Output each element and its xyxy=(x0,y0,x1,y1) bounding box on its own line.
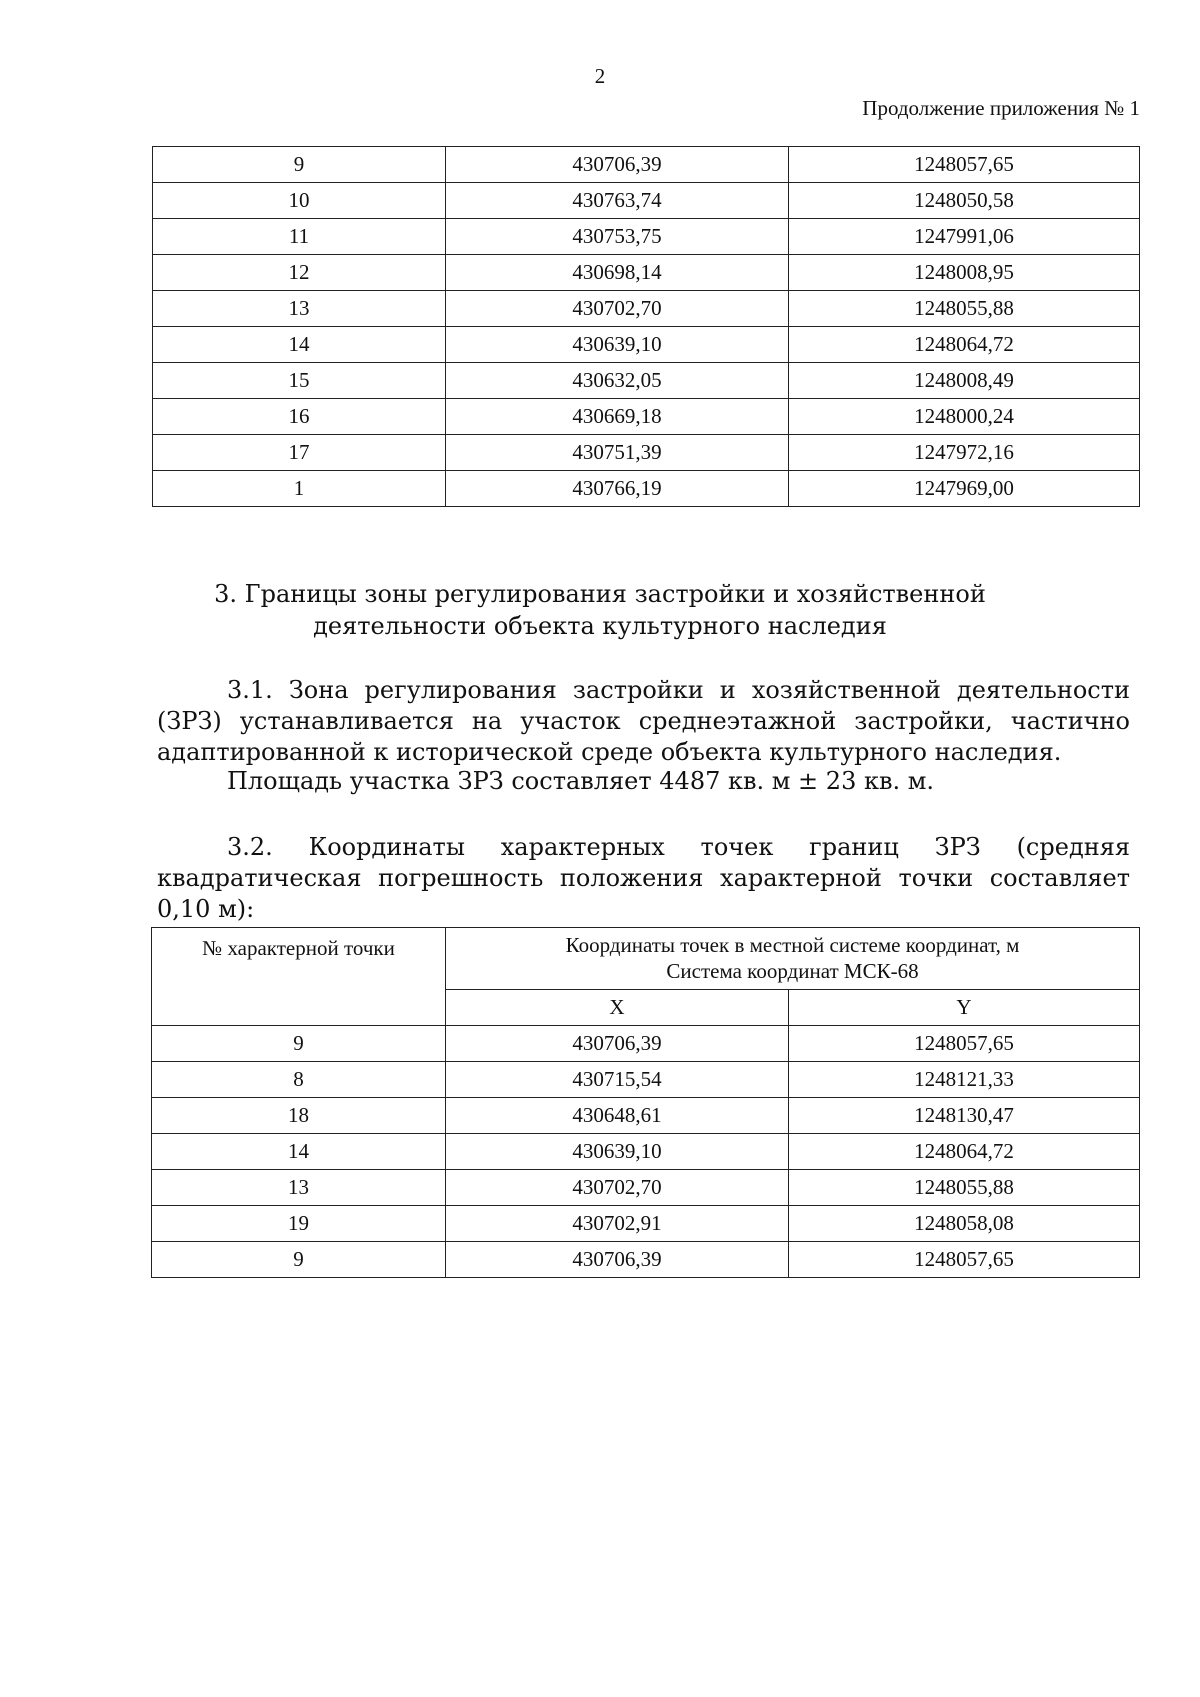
table-row xyxy=(153,471,1140,507)
zrz-table-body xyxy=(152,1026,1140,1278)
table-row xyxy=(153,255,1140,291)
x-coordinate-cell: 430706,39 xyxy=(446,147,789,183)
x-coordinate-cell: 430639,10 xyxy=(446,327,789,363)
table-row xyxy=(153,183,1140,219)
x-coordinate-cell: 430698,14 xyxy=(446,255,789,291)
x-coordinate-cell: 430766,19 xyxy=(446,471,789,507)
appendix-note: Продолжение приложения № 1 xyxy=(862,96,1140,120)
paragraph-3-2: 3.2. Координаты характерных точек границ ЗРЗ (средняя квадратическая погрешность положения характерной точки составляет 0,10 м): xyxy=(157,833,1130,923)
y-coordinate-cell: 1248064,72 xyxy=(789,1134,1140,1170)
header-x: X xyxy=(446,990,789,1026)
table-row xyxy=(153,147,1140,183)
point-number-cell: 9 xyxy=(153,147,446,183)
y-coordinate-cell: 1247969,00 xyxy=(789,471,1140,507)
y-coordinate-cell: 1248050,58 xyxy=(789,183,1140,219)
header-system-line2: Система координат МСК-68 xyxy=(666,959,919,983)
point-number-cell: 10 xyxy=(153,183,446,219)
y-coordinate-cell: 1248064,72 xyxy=(789,327,1140,363)
table-row xyxy=(152,1170,1140,1206)
section-heading-line2: деятельности объекта культурного наследия xyxy=(313,612,887,640)
point-number-cell: 8 xyxy=(152,1062,446,1098)
coordinates-table-continued xyxy=(152,146,1140,507)
point-number-cell: 18 xyxy=(152,1098,446,1134)
x-coordinate-cell: 430639,10 xyxy=(446,1134,789,1170)
x-coordinate-cell: 430706,39 xyxy=(446,1242,789,1278)
table-row xyxy=(153,435,1140,471)
table-row xyxy=(152,1098,1140,1134)
point-number-cell: 12 xyxy=(153,255,446,291)
point-number-cell: 14 xyxy=(152,1134,446,1170)
point-number-cell: 9 xyxy=(152,1026,446,1062)
table-row xyxy=(153,327,1140,363)
area-statement: Площадь участка ЗРЗ составляет 4487 кв. м ± 23 кв. м. xyxy=(227,767,935,795)
y-coordinate-cell: 1248055,88 xyxy=(789,291,1140,327)
x-coordinate-cell: 430715,54 xyxy=(446,1062,789,1098)
point-number-cell: 17 xyxy=(153,435,446,471)
zrz-table-header xyxy=(152,928,1140,1026)
coordinates-table-body xyxy=(153,147,1140,507)
y-coordinate-cell: 1247972,16 xyxy=(789,435,1140,471)
table-row xyxy=(152,1026,1140,1062)
point-number-cell: 13 xyxy=(153,291,446,327)
table-row xyxy=(152,1206,1140,1242)
point-number-cell: 15 xyxy=(153,363,446,399)
x-coordinate-cell: 430632,05 xyxy=(446,363,789,399)
table-row xyxy=(153,399,1140,435)
section-heading-line1: 3. Границы зоны регулирования застройки и хозяйственной xyxy=(214,580,986,608)
y-coordinate-cell: 1248057,65 xyxy=(789,1026,1140,1062)
table-row xyxy=(152,1134,1140,1170)
x-coordinate-cell: 430753,75 xyxy=(446,219,789,255)
x-coordinate-cell: 430702,70 xyxy=(446,1170,789,1206)
x-coordinate-cell: 430648,61 xyxy=(446,1098,789,1134)
y-coordinate-cell: 1248130,47 xyxy=(789,1098,1140,1134)
header-coordinate-system xyxy=(446,928,1140,990)
y-coordinate-cell: 1248008,95 xyxy=(789,255,1140,291)
paragraph-3-1: 3.1. Зона регулирования застройки и хозяйственной деятельности (ЗРЗ) устанавливается на участок среднеэтажной застройки, частично адаптированной к исторической среде объекта культурного наследия. xyxy=(157,676,1130,766)
header-system-line1: Координаты точек в местной системе координат, м xyxy=(565,933,1020,957)
y-coordinate-cell: 1248008,49 xyxy=(789,363,1140,399)
point-number-cell: 13 xyxy=(152,1170,446,1206)
table-row xyxy=(152,1062,1140,1098)
x-coordinate-cell: 430751,39 xyxy=(446,435,789,471)
table-row xyxy=(153,219,1140,255)
point-number-cell: 11 xyxy=(153,219,446,255)
y-coordinate-cell: 1248000,24 xyxy=(789,399,1140,435)
point-number-cell: 1 xyxy=(153,471,446,507)
y-coordinate-cell: 1248057,65 xyxy=(789,1242,1140,1278)
page-number: 2 xyxy=(594,64,606,88)
x-coordinate-cell: 430702,70 xyxy=(446,291,789,327)
header-point-number: № характерной точки xyxy=(152,928,446,1026)
point-number-cell: 16 xyxy=(153,399,446,435)
table-row xyxy=(152,1242,1140,1278)
y-coordinate-cell: 1248058,08 xyxy=(789,1206,1140,1242)
y-coordinate-cell: 1247991,06 xyxy=(789,219,1140,255)
header-y: Y xyxy=(789,990,1140,1026)
section-heading xyxy=(0,578,1200,642)
x-coordinate-cell: 430702,91 xyxy=(446,1206,789,1242)
x-coordinate-cell: 430669,18 xyxy=(446,399,789,435)
table-row xyxy=(153,363,1140,399)
point-number-cell: 9 xyxy=(152,1242,446,1278)
y-coordinate-cell: 1248057,65 xyxy=(789,147,1140,183)
point-number-cell: 14 xyxy=(153,327,446,363)
y-coordinate-cell: 1248055,88 xyxy=(789,1170,1140,1206)
point-number-cell: 19 xyxy=(152,1206,446,1242)
x-coordinate-cell: 430706,39 xyxy=(446,1026,789,1062)
table-row xyxy=(153,291,1140,327)
y-coordinate-cell: 1248121,33 xyxy=(789,1062,1140,1098)
zrz-coordinates-table xyxy=(151,927,1140,1278)
x-coordinate-cell: 430763,74 xyxy=(446,183,789,219)
